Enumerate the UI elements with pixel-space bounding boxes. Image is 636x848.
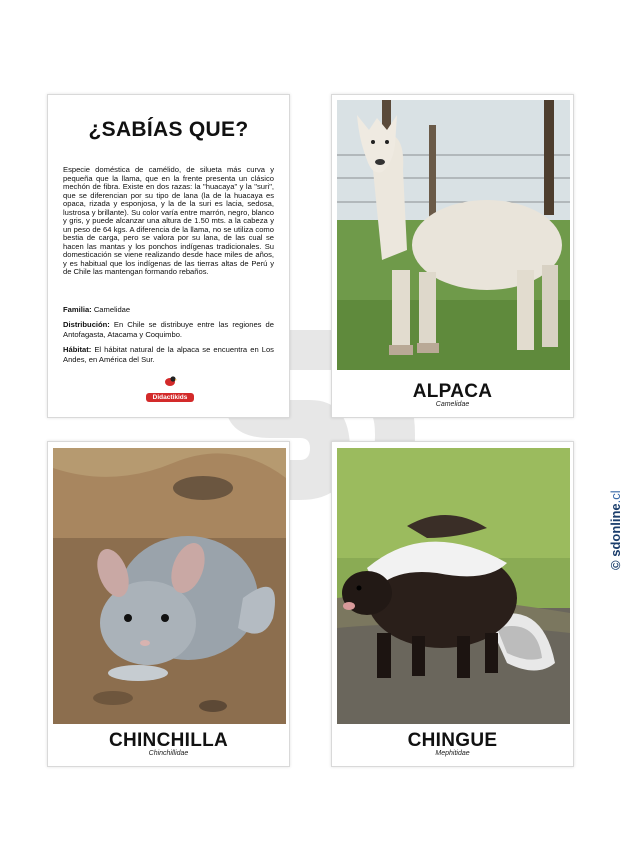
fact-label: Hábitat: (63, 345, 92, 354)
fact-label: Distribución: (63, 320, 110, 329)
animal-name: ALPACA (412, 381, 493, 402)
animal-family: Camelidae (435, 401, 470, 408)
animal-family: Chinchillidae (148, 750, 189, 757)
animal-family: Mephitidae (435, 750, 470, 757)
facts-list (60, 305, 277, 365)
info-card (47, 94, 290, 418)
chinchilla-photo (53, 448, 286, 724)
brand-tld: .cl (608, 490, 623, 504)
alpaca-photo (337, 100, 570, 370)
chinchilla-card (47, 441, 290, 767)
fact-value: En Chile se distribuye entre las regiones de Antofagasta, Atacama y Coquimbo. (63, 320, 274, 339)
fact-family (63, 305, 274, 315)
info-description: Especie doméstica de camélido, de silueta más curva y pequeña que la llama, que en la frente presenta un clásico mechón de fibra. Existe en dos razas: la "huacaya" y la "suri", que se diferencian por su tipo de lana (la de la huacaya es opaca, rizada y esponjosa, y la de la suri es lacia, sedosa, lustrosa y brillante). Su color varía entre marrón, negro, blanco y gris, y puede alcanzar una altura de 1.50 mts. a la cabeza y un peso de 64 kgs. A diferencia de la llama, no se utiliza como bestia de carga, pero se valora por su lana, de las cual se hacen las mantas y los ponchos indígenas tradicionales. Su domesticación se viene realizando desde hace miles de años, y es habitual que los indígenas de las tierras altas de Perú y de Chile las mantengan formando rebaños. (63, 165, 274, 276)
chingue-card (331, 441, 574, 767)
copyright-symbol: © (608, 560, 623, 570)
animal-name: CHINGUE (407, 730, 498, 751)
bird-icon (163, 375, 177, 387)
brand-name: sdonline (608, 503, 623, 557)
fact-label: Familia: (63, 304, 92, 314)
skunk-photo (337, 448, 570, 724)
alpaca-card (331, 94, 574, 418)
didactikids-logo (146, 375, 194, 402)
fact-value: El hábitat natural de la alpaca se encuentra en Los Andes, en América del Sur. (63, 345, 274, 364)
fact-distribution (63, 320, 274, 339)
logo-text: Didactikids (146, 393, 194, 402)
fact-habitat (63, 345, 274, 364)
fact-value: Camelidae (93, 304, 131, 314)
copyright-text (608, 490, 623, 570)
animal-name: CHINCHILLA (108, 730, 229, 751)
info-title: ¿SABÍAS QUE? (88, 118, 249, 141)
